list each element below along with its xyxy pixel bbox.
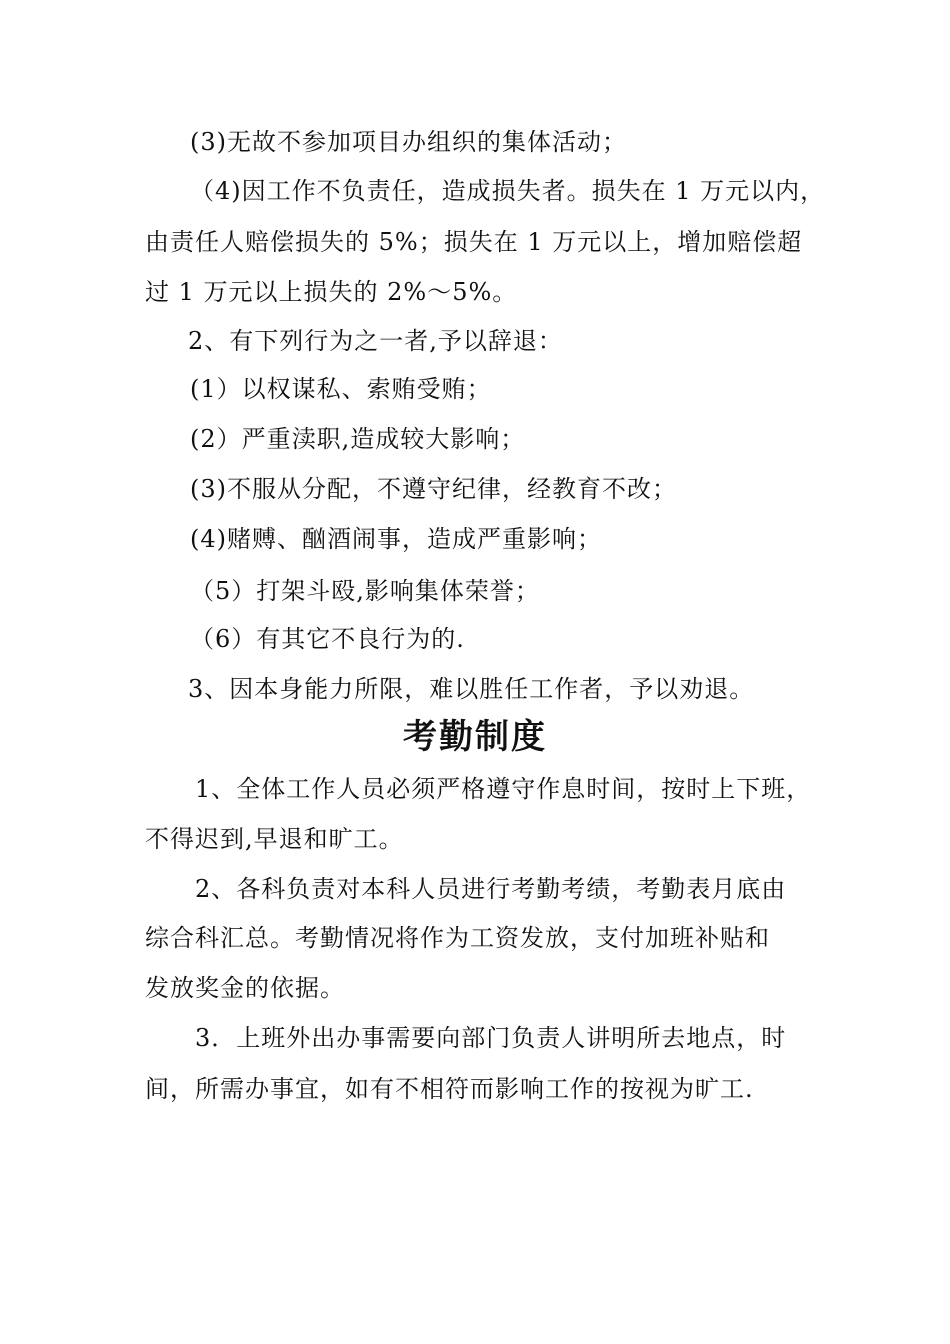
dismissal-item-5: （5）打架斗殴,影响集体荣誉；	[190, 577, 540, 605]
dismissal-item-2: (2）严重渎职,造成较大影响；	[190, 425, 526, 453]
attendance-clause-3-line-2: 间，所需办事宜，如有不相符而影响工作的按视为旷工.	[145, 1075, 754, 1103]
item-4-loss-line-3: 过 1 万元以上损失的 2%～5%。	[145, 278, 518, 306]
attendance-clause-1-line-2: 不得迟到,早退和旷工。	[145, 825, 404, 853]
clause-2-dismissal: 2、有下列行为之一者,予以辞退：	[188, 327, 563, 355]
dismissal-item-6: （6）有其它不良行为的.	[190, 625, 465, 653]
dismissal-item-4: (4)赌赙、酗酒闹事，造成严重影响；	[190, 525, 602, 553]
clause-3-persuade-resign: 3、因本身能力所限，难以胜任工作者，予以劝退。	[188, 675, 755, 703]
attendance-clause-1-line-1: 1、全体工作人员必须严格遵守作息时间，按时上下班，	[195, 775, 812, 803]
attendance-clause-2-line-1: 2、各科负责对本科人员进行考勤考绩，考勤表月底由	[195, 875, 787, 903]
attendance-clause-3-line-1: 3．上班外出办事需要向部门负责人讲明所去地点，时	[195, 1024, 787, 1052]
attendance-clause-2-line-2: 综合科汇总。考勤情况将作为工资发放，支付加班补贴和	[145, 924, 770, 952]
dismissal-item-3: (3)不服从分配，不遵守纪律，经教育不改；	[190, 475, 677, 503]
item-4-loss-line-1: （4)因工作不负责任，造成损失者。损失在 1 万元以内，	[190, 177, 826, 205]
attendance-clause-2-line-3: 发放奖金的依据。	[145, 974, 345, 1002]
section-title: 考勤制度	[403, 717, 547, 757]
item-3-collective-activity: (3)无故不参加项目办组织的集体活动；	[190, 128, 627, 156]
dismissal-item-1: (1）以权谋私、索贿受贿；	[190, 375, 492, 403]
item-4-loss-line-2: 由责任人赔偿损失的 5%；损失在 1 万元以上，增加赔偿超	[145, 228, 803, 256]
